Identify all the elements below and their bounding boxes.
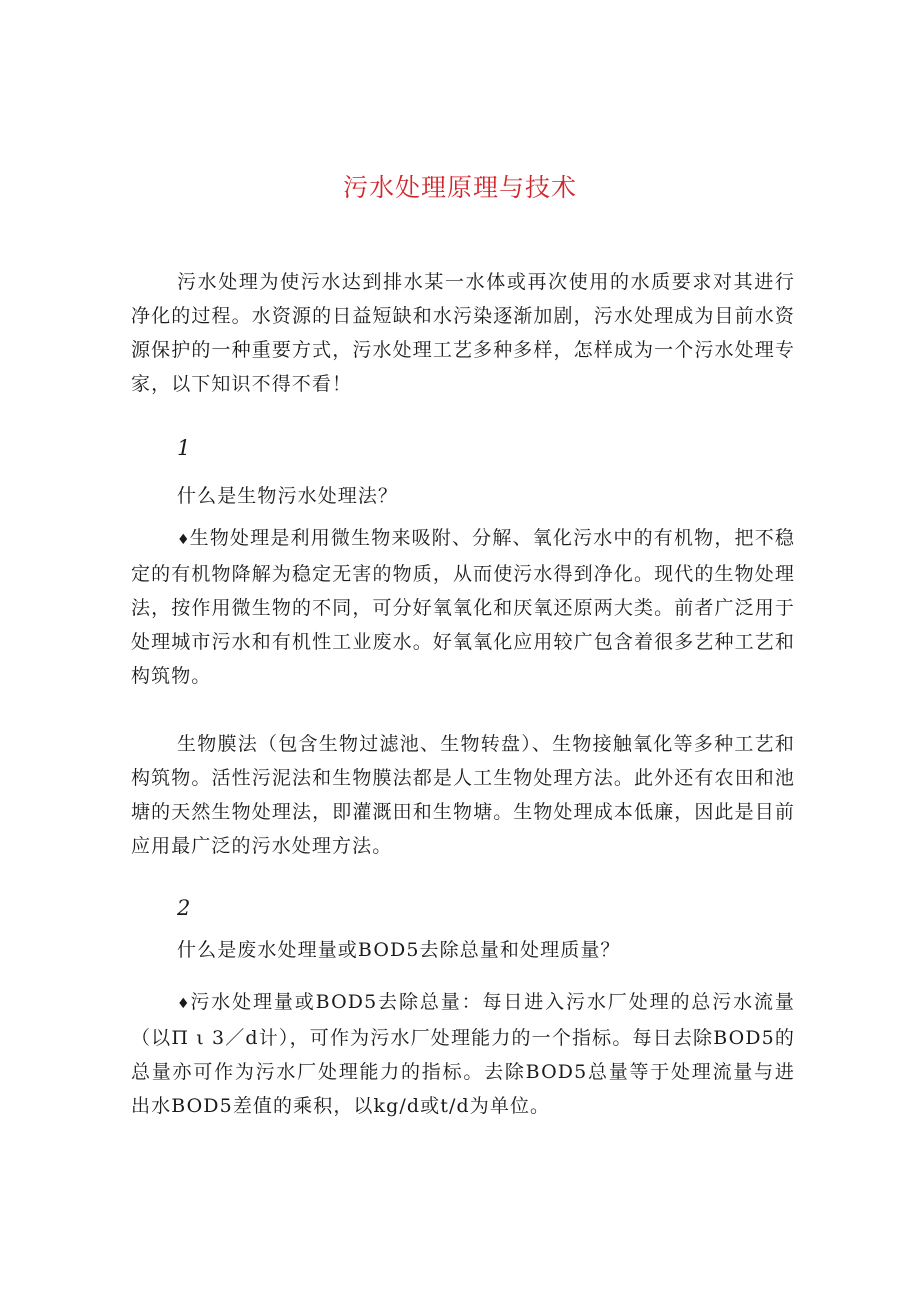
intro-paragraph: 污水处理为使污水达到排水某一水体或再次使用的水质要求对其进行净化的过程。水资源的日益短缺和水污染逐渐加剧，污水处理成为目前水资源保护的一种重要方式，污水处理工艺多种多样，怎样成为一个污水处理专家，以下知识不得不看！	[131, 271, 795, 395]
section-answer-2-text: 污水处理量或BOD5去除总量：每日进入污水厂处理的总污水流量（以Π ι 3／d计），可作为污水厂处理能力的一个指标。每日去除BOD5的总量亦可作为污水厂处理能力的指标。去除BOD5总量等于处理流量与进出水BOD5差值的乘积，以kg/d或t/d为单位。	[131, 991, 795, 1117]
section-question-2: 什么是废水处理量或BOD5去除总量和处理质量？	[177, 939, 621, 961]
section-answer-1b: 生物膜法（包含生物过滤池、生物转盘）、生物接触氧化等多种工艺和构筑物。活性污泥法和生物膜法都是人工生物处理方法。此外还有农田和池塘的天然生物处理法，即灌溉田和生物塘。生物处理成本低廉，因此是目前应用最广泛的污水处理方法。	[131, 733, 795, 857]
section-number-2: 2	[177, 896, 191, 920]
bullet-icon: ♦	[177, 996, 191, 1012]
document-title: 污水处理原理与技术	[342, 173, 577, 202]
bullet-icon: ♦	[177, 532, 190, 548]
section-answer-2	[131, 985, 795, 1123]
section-answer-1a	[131, 521, 795, 693]
section-number-1: 1	[177, 436, 191, 460]
section-answer-1a-text: 生物处理是利用微生物来吸附、分解、氧化污水中的有机物，把不稳定的有机物降解为稳定无害的物质，从而使污水得到净化。现代的生物处理法，按作用微生物的不同，可分好氧氧化和厌氧还原两大类。前者广泛用于处理城市污水和有机性工业废水。好氧氧化应用较广包含着很多艺种工艺和构筑物。	[131, 527, 795, 687]
section-question-1: 什么是生物污水处理法？	[177, 485, 399, 507]
